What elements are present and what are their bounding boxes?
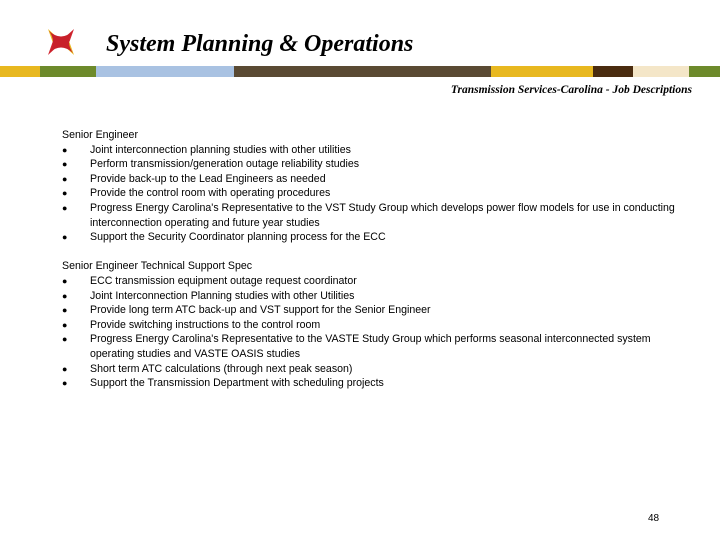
list-item: ● Provide long term ATC back-up and VST support for the Senior Engineer xyxy=(62,304,431,317)
section-heading: Senior Engineer xyxy=(62,129,138,141)
list-item: ● Provide switching instructions to the control room xyxy=(62,318,321,331)
stripe-segment xyxy=(0,66,40,77)
bullet-icon: ● xyxy=(62,378,68,389)
list-item: ● Progress Energy Carolina's Representative to the VST Study Group which develops power flow models for use in conducting interconnection operating and future year studies xyxy=(62,201,675,229)
bullet-icon: ● xyxy=(62,334,68,345)
header-color-stripe xyxy=(0,66,720,77)
company-logo-icon xyxy=(45,25,77,59)
bullet-list xyxy=(62,143,682,245)
page-number: 48 xyxy=(648,513,660,524)
section-senior-engineer xyxy=(62,128,682,245)
bullet-icon: ● xyxy=(62,290,68,301)
bullet-icon: ● xyxy=(62,275,68,286)
list-item: ● Provide back-up to the Lead Engineers as needed xyxy=(62,172,326,185)
stripe-segment xyxy=(593,66,633,77)
list-item: ● Short term ATC calculations (through next peak season) xyxy=(62,362,353,375)
bullet-icon: ● xyxy=(62,319,68,330)
stripe-segment xyxy=(234,66,491,77)
stripe-segment xyxy=(633,66,689,77)
stripe-segment xyxy=(96,66,234,77)
list-item: ● Joint Interconnection Planning studies with other Utilities xyxy=(62,289,355,302)
bullet-icon: ● xyxy=(62,159,68,170)
section-senior-engineer-technical-support xyxy=(62,259,682,390)
list-item: ● Progress Energy Carolina's Representative to the VASTE Study Group which performs seasonal interconnected system operating studies and VASTE OASIS studies xyxy=(62,333,651,360)
page-title: System Planning & Operations xyxy=(106,31,414,57)
bullet-icon: ● xyxy=(62,305,68,316)
list-item: ● Support the Security Coordinator planning process for the ECC xyxy=(62,231,386,244)
list-item: ● Perform transmission/generation outage reliability studies xyxy=(62,158,360,171)
job-descriptions xyxy=(62,128,682,405)
page-subtitle: Transmission Services-Carolina - Job Descriptions xyxy=(450,84,692,96)
list-item: ● ECC transmission equipment outage request coordinator xyxy=(62,274,357,287)
bullet-icon: ● xyxy=(62,173,68,184)
bullet-icon: ● xyxy=(62,363,68,374)
list-item: ● Joint interconnection planning studies with other utilities xyxy=(62,143,351,156)
bullet-icon: ● xyxy=(62,202,68,213)
stripe-segment xyxy=(491,66,593,77)
bullet-list xyxy=(62,274,682,391)
bullet-icon: ● xyxy=(62,232,68,243)
section-heading: Senior Engineer Technical Support Spec xyxy=(62,260,253,273)
stripe-segment xyxy=(689,66,720,77)
bullet-icon: ● xyxy=(62,144,68,155)
list-item: ● Support the Transmission Department with scheduling projects xyxy=(62,377,384,390)
bullet-icon: ● xyxy=(62,188,68,199)
stripe-segment xyxy=(40,66,96,77)
list-item: ● Provide the control room with operating procedures xyxy=(62,187,331,200)
